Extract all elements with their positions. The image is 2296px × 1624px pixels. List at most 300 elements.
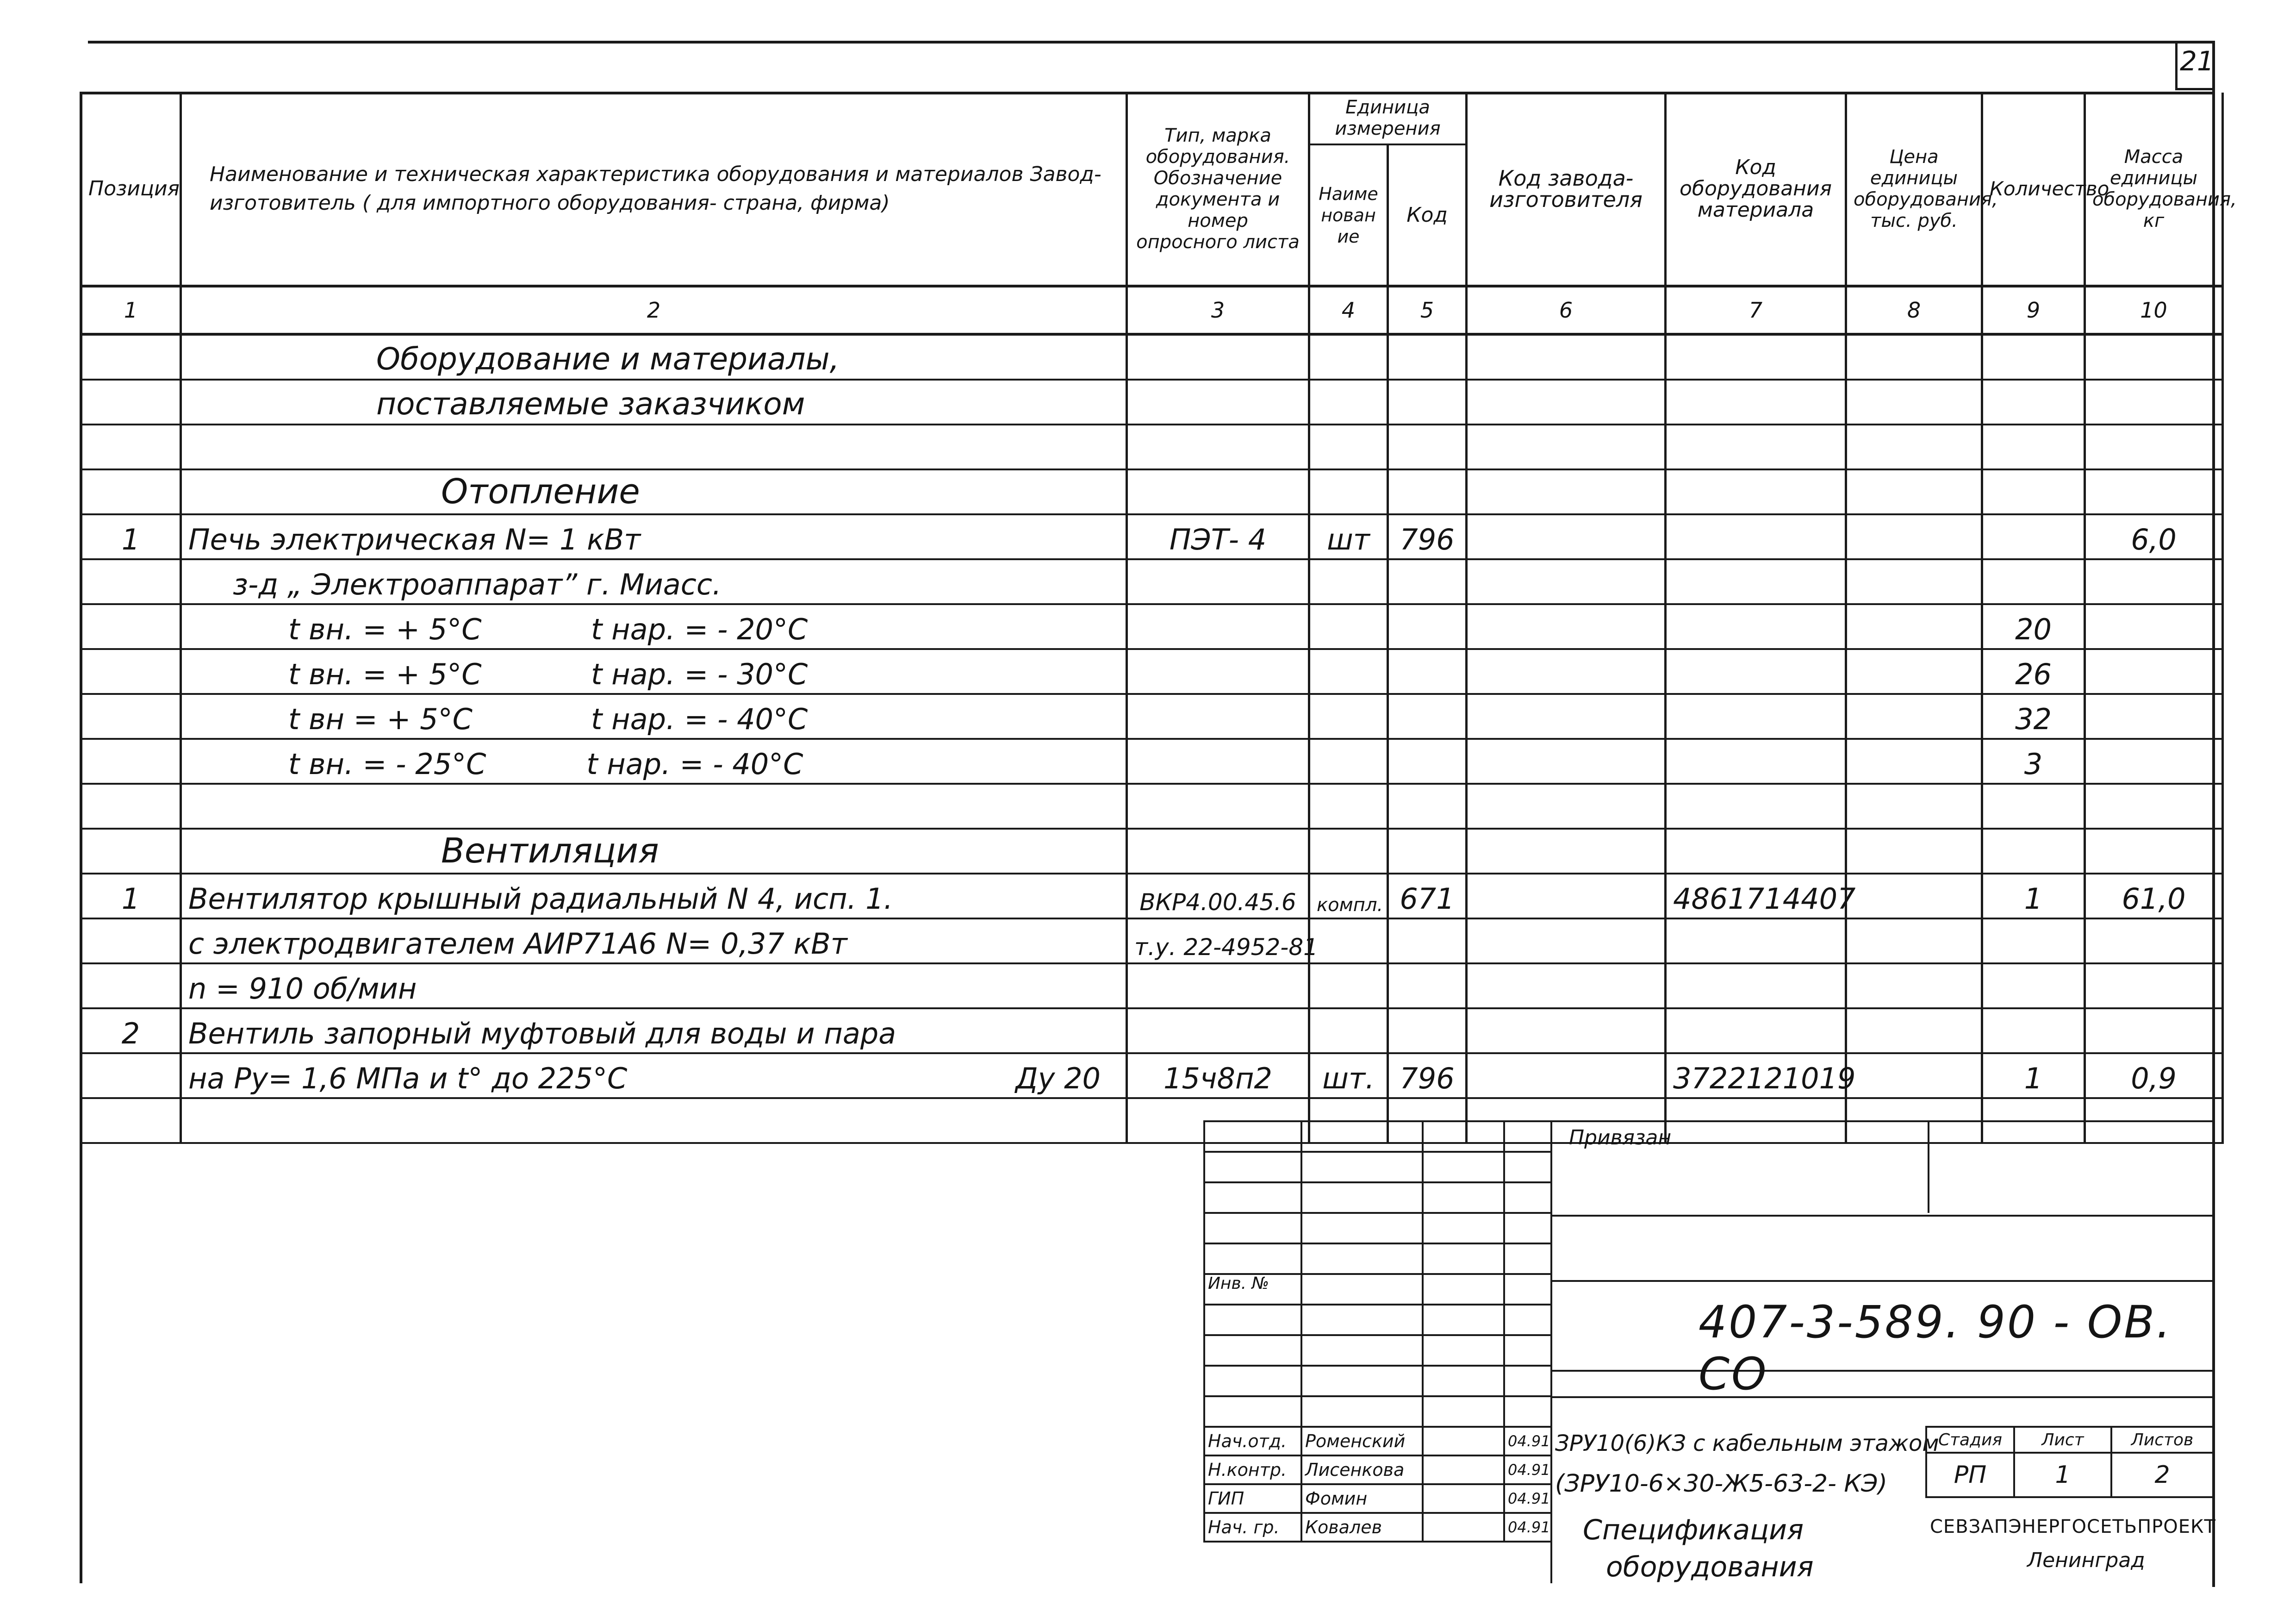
revision-cell [1204,1335,1301,1366]
cell-position [81,1053,181,1098]
cell-maker-code [1467,469,1666,514]
revision-cell [1204,1152,1301,1182]
cell-quantity: 3 [1982,739,2085,784]
table-row [81,694,2223,739]
revision-cell [1423,1213,1504,1243]
cell-price [1846,874,1982,918]
cell-material-code [1666,963,1846,1008]
cell-mass: 61,0 [2085,874,2223,918]
specification-table [80,93,2237,1144]
table-row [81,649,2223,694]
revision-row [1204,1305,1551,1335]
cell-name [181,694,1127,739]
item-text: Вентиляция [441,831,659,871]
cell-unit-name [1309,829,1388,874]
cell-position: 1 [81,874,181,918]
cell-material-code [1666,1008,1846,1053]
cell-material-code [1666,604,1846,649]
table-row [81,1053,2223,1098]
cell-position [81,739,181,784]
signer-role: Н.контр. [1204,1455,1301,1484]
sheet-label: Лист [2014,1427,2111,1453]
cell-position [81,334,181,380]
col-num: 6 [1467,286,1666,334]
table-row [81,380,2223,425]
signature [1423,1513,1504,1542]
cell-position [81,829,181,874]
cell-quantity [1982,963,2085,1008]
cell-type [1127,469,1309,514]
cell-quantity: 32 [1982,694,2085,739]
header-maker-code: Код завода- изготовителя [1467,93,1666,286]
cell-unit-name [1309,649,1388,694]
cell-name [181,604,1127,649]
cell-mass [2085,918,2223,963]
item-text: t вн. = + 5°C t нар. = - 20°C [288,612,808,646]
cell-unit-name [1309,784,1388,829]
cell-quantity: 20 [1982,604,2085,649]
cell-price [1846,514,1982,559]
header-name: Наименование и техническая характеристика оборудования и материалов Завод- изготовитель ( для импортного оборудования- страна, фирма) [181,93,1127,286]
cell-type: т.у. 22-4952-81 [1127,918,1309,963]
project-line-1: ЗРУ10(6)КЗ с кабельным этажом [1555,1430,1939,1456]
cell-material-code [1666,829,1846,874]
revision-cell [1301,1274,1423,1305]
revision-row [1204,1243,1551,1274]
cell-quantity [1982,918,2085,963]
revision-cell [1423,1366,1504,1396]
revision-cell [1301,1366,1423,1396]
organization-name: СЕВЗАПЭНЕРГОСЕТЬПРОЕКТ [1930,1516,2216,1537]
header-quantity: Количество [1982,93,2085,286]
cell-price [1846,784,1982,829]
cell-unit-name [1309,694,1388,739]
revision-cell [1423,1182,1504,1213]
cell-maker-code [1467,1008,1666,1053]
inventory-label: Инв. № [1208,1274,1269,1293]
revision-cell [1423,1152,1504,1182]
revision-cell [1423,1305,1504,1335]
cell-unit-name [1309,559,1388,604]
cell-mass [2085,1008,2223,1053]
cell-position [81,694,181,739]
cell-name [181,1098,1127,1143]
cell-position [81,469,181,514]
revision-cell [1504,1121,1551,1152]
cell-unit-code [1388,559,1467,604]
cell-unit-code: 796 [1388,514,1467,559]
cell-unit-name: шт. [1309,1053,1388,1098]
cell-type [1127,963,1309,1008]
cell-type [1127,694,1309,739]
cell-name [181,514,1127,559]
cell-type [1127,380,1309,425]
cell-maker-code [1467,784,1666,829]
revision-cell [1301,1213,1423,1243]
revision-cell [1204,1396,1301,1427]
col-num: 5 [1388,286,1467,334]
cell-name [181,559,1127,604]
cell-price [1846,559,1982,604]
cell-type [1127,649,1309,694]
revision-cell [1204,1305,1301,1335]
cell-name [181,334,1127,380]
cell-unit-name [1309,425,1388,469]
item-text: Вентилятор крышный радиальный N 4, исп. 1. [188,882,893,916]
cell-quantity [1982,380,2085,425]
revision-row [1204,1152,1551,1182]
cell-material-code [1666,469,1846,514]
header-unit: Единица измерения [1309,93,1467,144]
stage-table [1925,1426,2214,1498]
header-price: Цена единицы оборудования, тыс. руб. [1846,93,1982,286]
cell-maker-code [1467,604,1666,649]
cell-unit-code [1388,739,1467,784]
cell-price [1846,649,1982,694]
item-nominal-size: Ду 20 [1015,1062,1101,1095]
cell-material-code [1666,784,1846,829]
cell-maker-code [1467,829,1666,874]
cell-quantity [1982,784,2085,829]
cell-material-code [1666,514,1846,559]
col-num: 10 [2085,286,2223,334]
revision-cell [1301,1335,1423,1366]
sheets-value: 2 [2111,1453,2213,1497]
cell-maker-code [1467,380,1666,425]
cell-quantity [1982,514,2085,559]
revision-cell [1504,1152,1551,1182]
cell-price [1846,1008,1982,1053]
cell-mass: 0,9 [2085,1053,2223,1098]
revision-cell [1504,1243,1551,1274]
revision-cell [1301,1396,1423,1427]
revision-row [1204,1121,1551,1152]
col-num: 9 [1982,286,2085,334]
item-text: Отопление [441,472,640,512]
table-row [81,784,2223,829]
revision-cell [1504,1213,1551,1243]
cell-name [181,1053,1127,1098]
privyazan-label: Привязан [1569,1126,1672,1149]
cell-quantity [1982,425,2085,469]
cell-name [181,829,1127,874]
cell-mass [2085,784,2223,829]
cell-price [1846,604,1982,649]
col-num: 1 [81,286,181,334]
cell-material-code [1666,694,1846,739]
cell-quantity [1982,829,2085,874]
cell-price [1846,334,1982,380]
cell-position [81,918,181,963]
title-block [1203,1120,2216,1583]
cell-position: 2 [81,1008,181,1053]
organization-city: Ленинград [2027,1549,2145,1572]
cell-quantity [1982,559,2085,604]
cell-maker-code [1467,739,1666,784]
cell-unit-name [1309,604,1388,649]
cell-unit-code: 796 [1388,1053,1467,1098]
revision-cell [1204,1182,1301,1213]
cell-maker-code [1467,514,1666,559]
cell-unit-code [1388,604,1467,649]
cell-position [81,425,181,469]
signer-date: 04.91 [1504,1427,1551,1455]
cell-name [181,649,1127,694]
cell-name [181,425,1127,469]
revision-cell [1301,1152,1423,1182]
signature [1423,1427,1504,1455]
cell-unit-code [1388,469,1467,514]
header-type: Тип, марка оборудования. Обозначение документа и номер опросного листа [1127,93,1309,286]
project-line-2: (ЗРУ10-6×30-Ж5-63-2- КЭ) [1555,1470,1887,1498]
cell-quantity: 26 [1982,649,2085,694]
revision-cell [1504,1335,1551,1366]
cell-material-code [1666,425,1846,469]
signer-name: Ковалев [1301,1513,1423,1542]
cell-unit-name: компл. [1309,874,1388,918]
project-divider [1550,1426,1552,1583]
cell-price [1846,829,1982,874]
cell-name [181,963,1127,1008]
cell-unit-name [1309,469,1388,514]
item-text: Оборудование и материалы, [376,341,840,377]
cell-material-code [1666,334,1846,380]
cell-position [81,784,181,829]
signer-role: Нач.отд. [1204,1427,1301,1455]
signer-name: Фомин [1301,1484,1423,1513]
column-number-row [81,286,2223,334]
revision-cell [1504,1182,1551,1213]
cell-mass [2085,380,2223,425]
cell-name [181,918,1127,963]
cell-unit-name [1309,334,1388,380]
cell-name [181,380,1127,425]
cell-type: ВКР4.00.45.6 [1127,874,1309,918]
revision-cell [1204,1121,1301,1152]
privyazan-divider [1928,1120,1929,1213]
cell-unit-name [1309,918,1388,963]
cell-price [1846,739,1982,784]
col-num: 4 [1309,286,1388,334]
cell-mass: 6,0 [2085,514,2223,559]
signer-name: Роменский [1301,1427,1423,1455]
revision-cell [1504,1274,1551,1305]
cell-name [181,1008,1127,1053]
cell-type [1127,334,1309,380]
signers-table [1203,1426,1552,1543]
cell-unit-code [1388,1008,1467,1053]
table-row [81,739,2223,784]
cell-mass [2085,739,2223,784]
cell-mass [2085,469,2223,514]
cell-type [1127,559,1309,604]
cell-mass [2085,963,2223,1008]
document-code: 407-3-589. 90 - ОВ. СО [1699,1296,2172,1400]
cell-type [1127,604,1309,649]
cell-unit-code [1388,918,1467,963]
cell-unit-code [1388,334,1467,380]
cell-quantity [1982,1008,2085,1053]
revision-cell [1504,1366,1551,1396]
cell-price [1846,469,1982,514]
cell-type: 15ч8п2 [1127,1053,1309,1098]
item-text: Печь электрическая N= 1 кВт [188,523,641,556]
revision-cell [1204,1243,1301,1274]
header-material-code: Код оборудования материала [1666,93,1846,286]
revision-cell [1423,1335,1504,1366]
header-position: Позиция [81,93,181,286]
cell-unit-name [1309,739,1388,784]
revision-cell [1423,1274,1504,1305]
cell-price [1846,963,1982,1008]
cell-price [1846,425,1982,469]
cell-material-code [1666,559,1846,604]
table-row [81,918,2223,963]
cell-type [1127,1008,1309,1053]
cell-quantity: 1 [1982,1053,2085,1098]
revision-cell [1504,1305,1551,1335]
cell-type [1127,739,1309,784]
revision-cell [1301,1121,1423,1152]
cell-unit-code [1388,380,1467,425]
cell-material-code [1666,918,1846,963]
cell-maker-code [1467,694,1666,739]
cell-material-code: 4861714407 [1666,874,1846,918]
cell-position [81,963,181,1008]
revision-cell [1204,1366,1301,1396]
sheet-title-1: Спецификация [1583,1514,1804,1546]
header-unit-name: Наименование [1309,144,1388,286]
cell-maker-code [1467,425,1666,469]
cell-mass [2085,425,2223,469]
cell-unit-name [1309,380,1388,425]
cell-price [1846,380,1982,425]
item-text: n = 910 об/мин [188,972,417,1006]
cell-position [81,380,181,425]
table-row [81,604,2223,649]
cell-type [1127,829,1309,874]
cell-quantity: 1 [1982,874,2085,918]
item-text: t вн = + 5°C t нар. = - 40°C [288,702,808,736]
cell-maker-code [1467,963,1666,1008]
cell-position: 1 [81,514,181,559]
cell-quantity [1982,469,2085,514]
table-row [81,469,2223,514]
cell-unit-code [1388,829,1467,874]
cell-price [1846,918,1982,963]
cell-material-code [1666,380,1846,425]
item-text: t вн. = + 5°C t нар. = - 30°C [288,657,808,691]
cell-position [81,604,181,649]
cell-material-code: 3722121019 [1666,1053,1846,1098]
revision-cell [1423,1121,1504,1152]
col-num: 7 [1666,286,1846,334]
frame-top-line [88,41,2212,44]
revision-row [1204,1396,1551,1427]
signer-date: 04.91 [1504,1484,1551,1513]
cell-unit-name [1309,963,1388,1008]
cell-mass [2085,604,2223,649]
sheet-value: 1 [2014,1453,2111,1497]
table-row [81,425,2223,469]
signature [1423,1455,1504,1484]
table-row [81,829,2223,874]
header-unit-code: Код [1388,144,1467,286]
table-row [81,559,2223,604]
cell-quantity [1982,334,2085,380]
cell-unit-code: 671 [1388,874,1467,918]
cell-name [181,739,1127,784]
cell-unit-code [1388,963,1467,1008]
cell-unit-code [1388,425,1467,469]
item-text: з-д „ Электроаппарат” г. Миасс. [233,568,722,601]
signer-name: Лисенкова [1301,1455,1423,1484]
cell-position [81,559,181,604]
cell-price [1846,694,1982,739]
cell-unit-code [1388,649,1467,694]
cell-type [1127,425,1309,469]
cell-maker-code [1467,918,1666,963]
sheet-title-2: оборудования [1606,1551,1814,1583]
cell-unit-name: шт [1309,514,1388,559]
revision-cell [1423,1243,1504,1274]
cell-mass [2085,829,2223,874]
cell-type: ПЭТ- 4 [1127,514,1309,559]
signer-date: 04.91 [1504,1513,1551,1542]
stage-value: РП [1926,1453,2014,1497]
item-text: Вентиль запорный муфтовый для воды и пара [188,1017,896,1050]
cell-mass [2085,559,2223,604]
cell-unit-code [1388,694,1467,739]
cell-mass [2085,334,2223,380]
revision-row [1204,1335,1551,1366]
revision-cell [1301,1305,1423,1335]
revision-row [1204,1213,1551,1243]
revision-row [1204,1366,1551,1396]
cell-mass [2085,649,2223,694]
signer-date: 04.91 [1504,1455,1551,1484]
cell-maker-code [1467,649,1666,694]
cell-name [181,784,1127,829]
cell-position [81,649,181,694]
cell-type [1127,784,1309,829]
table-row [81,514,2223,559]
revision-cell [1204,1213,1301,1243]
cell-maker-code [1467,559,1666,604]
cell-unit-code [1388,784,1467,829]
item-text: на Ру= 1,6 МПа и t° до 225°C [188,1062,628,1095]
col-num: 2 [181,286,1127,334]
col-num: 3 [1127,286,1309,334]
signer-role: Нач. гр. [1204,1513,1301,1542]
col-num: 8 [1846,286,1982,334]
cell-name [181,469,1127,514]
cell-material-code [1666,649,1846,694]
sheet-number: 21 [2180,45,2214,77]
signer-role: ГИП [1204,1484,1301,1513]
cell-price [1846,1053,1982,1098]
header-mass: Масса единицы оборудования, кг [2085,93,2223,286]
table-row [81,334,2223,380]
cell-maker-code [1467,334,1666,380]
cell-position [81,1098,181,1143]
cell-mass [2085,694,2223,739]
revision-cell [1301,1182,1423,1213]
cell-maker-code [1467,874,1666,918]
item-text: с электродвигателем АИР71А6 N= 0,37 кВт [188,927,847,961]
table-row [81,963,2223,1008]
table-row [81,874,2223,918]
